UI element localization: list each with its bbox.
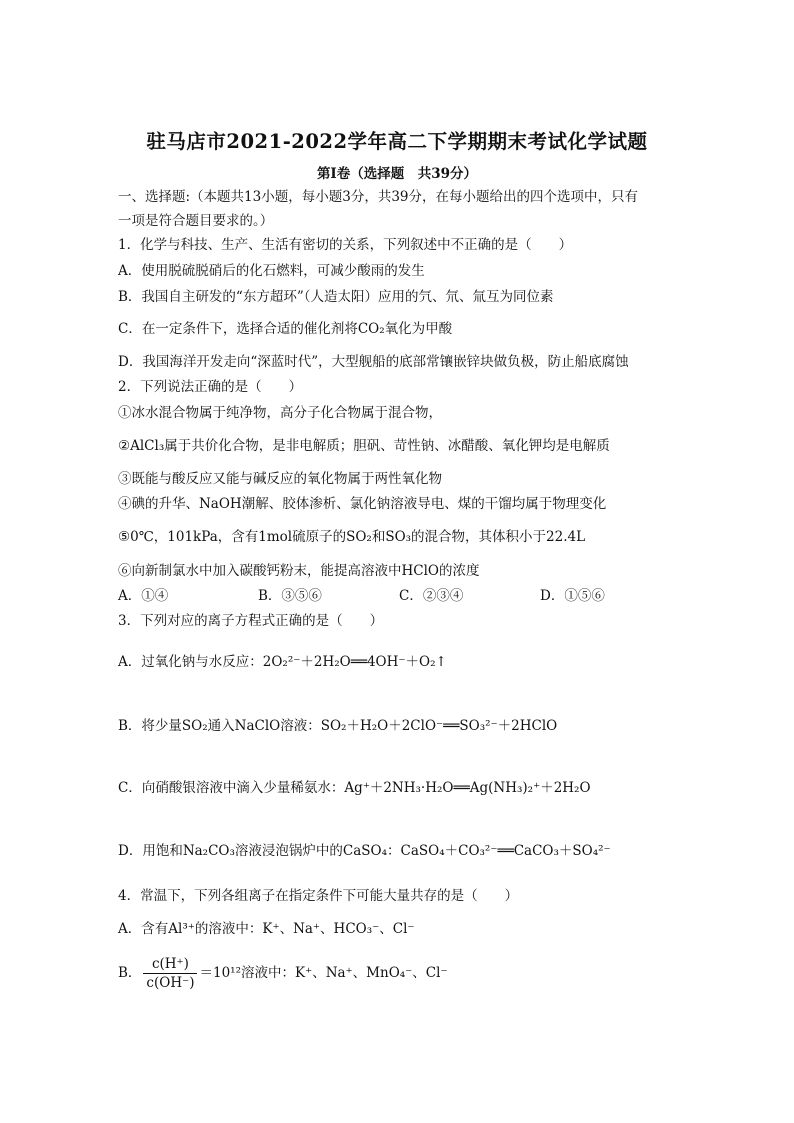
section-instructions-line1: 一、选择题:（本题共13小题，每小题3分，共39分，在每小题给出的四个选项中，只有 [118,189,638,205]
q2-option-d: D．①⑤⑥ [540,588,605,604]
q2-option-a: A．①④ [118,588,169,604]
q2-statement-5: ⑤0℃，101kPa，含有1mol硫原子的SO₂和SO₃的混合物，其体积小于22.4L [118,529,586,545]
q3-option-a: A．过氧化钠与水反应：2O₂²⁻＋2H₂O══4OH⁻＋O₂↑ [118,654,447,670]
q3-option-d: D．用饱和Na₂CO₃溶液浸泡锅炉中的CaSO₄：CaSO₄＋CO₃²⁻══CaCO₃＋SO₄²⁻ [118,843,611,859]
q2-statement-2: ②AlCl₃属于共价化合物，是非电解质；胆矾、苛性钠、冰醋酸、氧化钾均是电解质 [118,438,610,454]
section-subtitle: 第Ⅰ卷（选择题 共39分） [316,166,478,182]
q1-option-c: C．在一定条件下，选择合适的催化剂将CO₂氧化为甲酸 [118,321,453,337]
q4-stem: 4．常温下，下列各组离子在指定条件下可能大量共存的是（ ） [118,888,519,904]
q3-option-b: B．将少量SO₂通入NaClO溶液：SO₂＋H₂O＋2ClO⁻══SO₃²⁻＋2HClO [118,718,558,734]
q1-option-b: B．我国自主研发的“东方超环”（人造太阳）应用的氕、氘、氚互为同位素 [118,289,554,305]
q4-option-a: A．含有Al³⁺的溶液中：K⁺、Na⁺、HCO₃⁻、Cl⁻ [118,921,415,937]
ratio-denominator: c(OH⁻) [146,975,195,991]
q1-stem: 1．化学与科技、生产、生活有密切的关系，下列叙述中不正确的是（ ） [118,237,573,253]
exam-title: 驻马店市2021-2022学年高二下学期期末考试化学试题 [146,130,648,153]
q3-stem: 3．下列对应的离子方程式正确的是（ ） [118,613,384,629]
q4-option-b-label: B． [118,965,142,981]
q4-option-b-rest: ＝10¹²溶液中：K⁺、Na⁺、MnO₄⁻、Cl⁻ [199,965,448,981]
q2-stem: 2．下列说法正确的是（ ） [118,379,303,395]
q2-statement-1: ①冰水混合物属于纯净物，高分子化合物属于混合物， [118,405,442,421]
ratio-numerator: c(H⁺) [143,955,197,974]
q2-option-b: B．③⑤⑥ [258,588,322,604]
q2-statement-4: ④碘的升华、NaOH潮解、胶体渗析、氯化钠溶液导电、煤的干馏均属于物理变化 [118,496,607,512]
q1-option-a: A．使用脱硫脱硝后的化石燃料，可减少酸雨的发生 [118,263,425,279]
section-instructions-line2: 一项是符合题目要求的。） [118,213,274,229]
q1-option-d: D．我国海洋开发走向“深蓝时代”，大型舰船的底部常镶嵌锌块做负极，防止船底腐蚀 [118,354,629,370]
hydrogen-hydroxide-ratio [143,955,197,992]
q2-option-c: C．②③④ [399,588,464,604]
q3-option-c: C．向硝酸银溶液中滴入少量稀氨水：Ag⁺＋2NH₃·H₂O══Ag(NH₃)₂⁺＋2H₂O [118,780,591,796]
q4-option-b [118,955,448,992]
q2-statement-6: ⑥向新制氯水中加入碳酸钙粉末，能提高溶液中HClO的浓度 [118,563,480,579]
q2-statement-3: ③既能与酸反应又能与碱反应的氧化物属于两性氧化物 [118,471,442,487]
